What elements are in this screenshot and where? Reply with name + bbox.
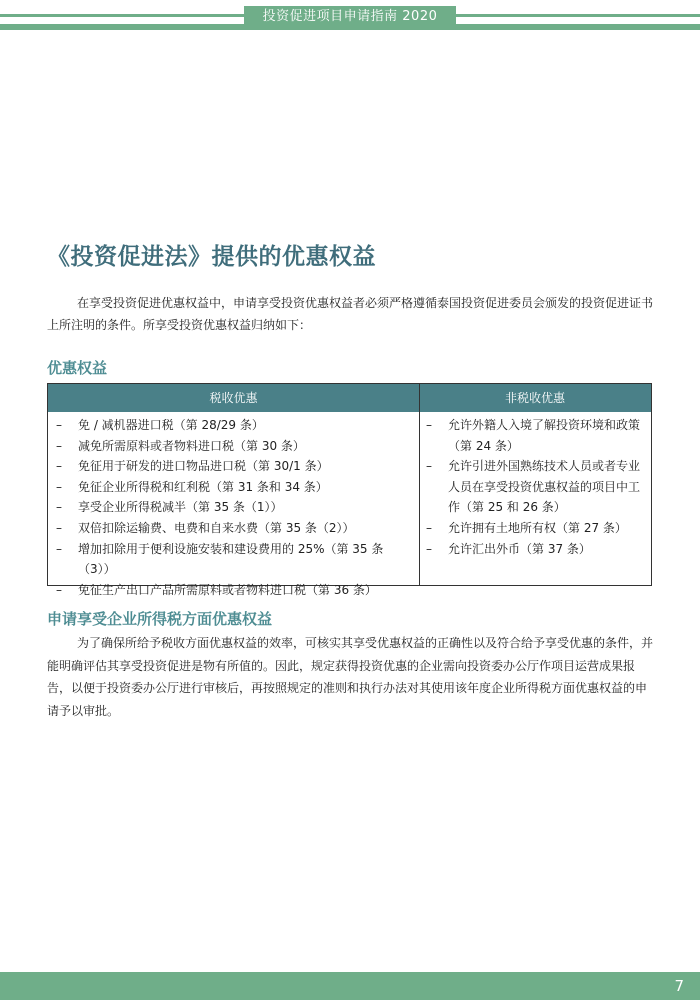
list-item: – 减免所需原料或者物料进口税（第 30 条）: [56, 436, 414, 457]
income-tax-paragraph: 为了确保所给予税收方面优惠权益的效率，可核实其享受优惠权益的正确性以及符合给予享受优惠的条件，并能明确评估其享受投资促进是物有所值的。因此，规定获得投资优惠的企业需向投资委办公厅作项目运营成果报告，以便于投资委办公厅进行审核后，再按照规定的准则和执行办法对其使用该年度企业所得税方面优惠权益的申请予以审批。: [47, 636, 654, 718]
page-number: 7: [674, 977, 684, 995]
nontax-benefits-list: [426, 415, 644, 559]
section-title-benefits: 优惠权益: [47, 359, 108, 377]
list-item: – 允许拥有土地所有权（第 27 条）: [426, 518, 644, 539]
list-item: – 免征生产出口产品所需原料或者物料进口税（第 36 条）: [56, 580, 414, 601]
list-item: – 免征企业所得税和红利税（第 31 条和 34 条）: [56, 477, 414, 498]
list-item: – 允许引进外国熟练技术人员或者专业人员在享受投资优惠权益的项目中工作（第 25 和 26 条）: [426, 456, 644, 518]
document-title: 投资促进项目申请指南 2020: [244, 6, 456, 28]
nontax-benefits-header: 非税收优惠: [504, 391, 565, 405]
tax-benefits-list: [56, 415, 414, 600]
list-item: – 免 / 减机器进口税（第 28/29 条）: [56, 415, 414, 436]
list-item: – 免征用于研发的进口物品进口税（第 30/1 条）: [56, 456, 414, 477]
table-header-row: [48, 384, 651, 412]
page-heading: 《投资促进法》提供的优惠权益: [47, 244, 376, 270]
tax-benefits-header: 税收优惠: [209, 391, 258, 405]
benefits-table: [47, 383, 652, 597]
intro-paragraph: 在享受投资促进优惠权益中，申请享受投资优惠权益者必须严格遵循泰国投资促进委员会颁发的投资促进证书上所注明的条件。所享受投资优惠权益归纳如下：: [47, 296, 654, 332]
header-bar: [0, 0, 700, 30]
section-title-income-tax: 申请享受企业所得税方面优惠权益: [47, 610, 273, 628]
list-item: – 双倍扣除运输费、电费和自来水费（第 35 条（2））: [56, 518, 414, 539]
column-divider: [419, 384, 420, 585]
list-item: – 享受企业所得税减半（第 35 条（1））: [56, 497, 414, 518]
list-item: – 允许汇出外币（第 37 条）: [426, 539, 644, 560]
footer-bar: [0, 972, 700, 1000]
list-item: – 允许外籍人入境了解投资环境和政策（第 24 条）: [426, 415, 644, 456]
list-item: – 增加扣除用于便利设施安装和建设费用的 25%（第 35 条（3））: [56, 539, 414, 580]
